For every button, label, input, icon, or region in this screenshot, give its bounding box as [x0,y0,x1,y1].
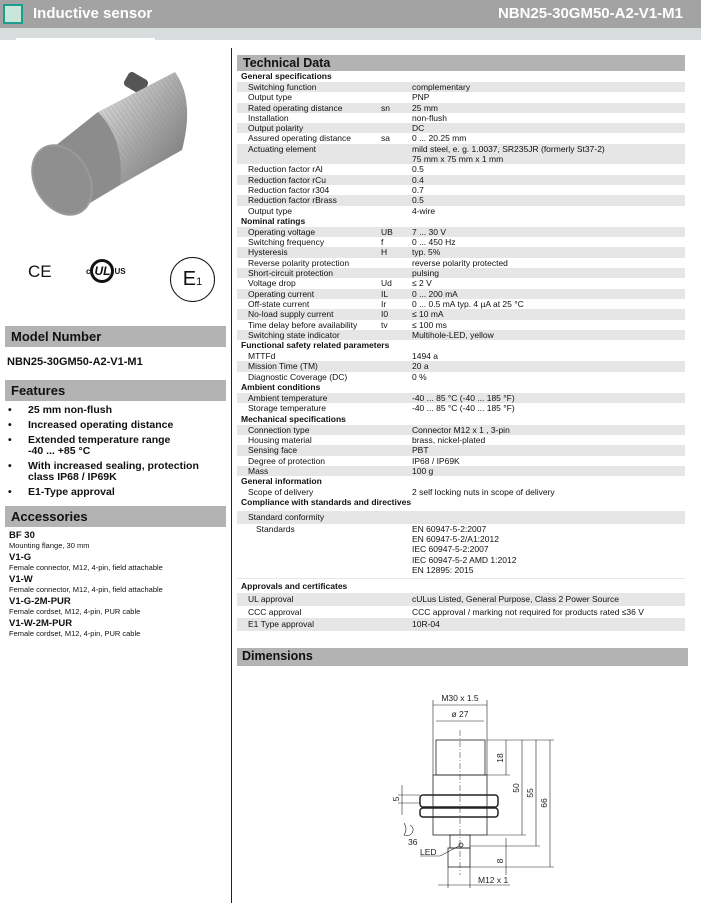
spec-label: Operating voltage [248,226,316,237]
spec-value: 1494 a [412,351,438,362]
spec-row [237,393,685,403]
approvals-heading: Approvals and certificates [241,581,348,592]
standard-item: IEC 60947-5-2:2007 [412,544,489,555]
spec-symbol [381,164,412,174]
spec-value: Multihole-LED, yellow [412,329,494,340]
spec-label: Switching frequency [248,237,325,248]
spec-row [237,154,685,164]
dimension-drawing [370,680,590,900]
spec-symbol [381,445,412,455]
spec-value: -40 ... 85 °C (-40 ... 185 °F) [412,393,515,404]
accessory-description: Female cordset, M12, 4-pin, PUR cable [9,607,141,616]
spec-group-heading: General information [241,476,322,487]
spec-value: PBT [412,445,429,456]
spec-group-heading: Nominal ratings [241,215,306,226]
ce-mark-text: CE [28,262,52,281]
spec-label: Assured operating distance [248,133,352,144]
technical-data-section [237,55,685,631]
model-number-value: NBN25-30GM50-A2-V1-M1 [7,356,143,368]
spec-symbol: H [381,247,388,258]
spec-value: 4-wire [412,205,436,216]
spec-group-heading: Functional safety related parameters [241,340,390,351]
spec-value: mild steel, e. g. 1.0037, SR235JR (formerly St37-2) [412,143,605,154]
spec-row [237,123,685,133]
connector-thread-label: M12 x 1 [478,875,509,885]
spec-symbol [381,82,412,92]
standard-item: IEC 60947-5-2 AMD 1:2012 [412,554,517,565]
approval-row [237,618,685,631]
spec-row [237,206,685,216]
accessory-name[interactable]: V1-W-2M-PUR [9,618,73,629]
spec-symbol: f [381,237,384,248]
header-band [0,28,701,40]
spec-label: Voltage drop [248,278,296,289]
spec-row [237,320,685,330]
spec-label: Mission Time (TM) [248,361,318,372]
approvals-list [237,593,685,631]
spec-row [237,330,685,340]
spec-label: Degree of protection [248,455,326,466]
feature-item: • With increased sealing, protection class IP68 / IP69K [8,461,213,483]
spec-row [237,466,685,476]
spec-row [237,247,685,257]
spec-value: -40 ... 85 °C (-40 ... 185 °F) [412,403,515,414]
spec-label: Hysteresis [248,247,288,258]
spec-label: Diagnostic Coverage (DC) [248,371,348,382]
spec-row [237,195,685,205]
diameter-dimension-label: ø 27 [451,709,469,719]
feature-item: • 25 mm non-flush [8,405,226,416]
spec-label: Output type [248,92,292,103]
accessory-name[interactable]: V1-G-2M-PUR [9,596,71,607]
spec-symbol [381,175,412,185]
e1-approval-logo [170,257,215,302]
spec-label: Actuating element [248,143,317,154]
spec-label: Sensing face [248,445,298,456]
thread-dimension-label: M30 x 1.5 [441,693,479,703]
spec-symbol [381,195,412,205]
standard-item: EN 12895: 2015 [412,565,474,576]
spec-row [237,361,685,371]
spec-value: 0 ... 0.5 mA typ. 4 µA at 25 °C [412,298,524,309]
spec-symbol [381,351,412,361]
spec-row [237,237,685,247]
spec-symbol: Ir [381,298,387,309]
ul-c-text: c [86,266,91,276]
approval-label: CCC approval [248,606,302,617]
spec-symbol [381,487,412,497]
spec-symbol [381,123,412,133]
spec-symbol: tv [381,319,388,330]
spec-symbol [381,456,412,466]
spec-row [237,144,685,154]
spec-label: Reduction factor rBrass [248,195,337,206]
spec-label: MTTFd [248,351,276,362]
led-label: LED [420,847,437,857]
header-bar [0,0,701,28]
spec-symbol [381,144,412,154]
spec-value: typ. 5% [412,247,441,258]
spec-label: Reduction factor rCu [248,174,326,185]
feature-item: • E1-Type approval [8,487,226,498]
accessory-name[interactable]: BF 30 [9,530,35,541]
spec-value: 20 a [412,361,429,372]
spec-symbol [381,92,412,102]
spec-label: Reduction factor r304 [248,184,330,195]
spec-value: 100 g [412,465,434,476]
spec-value: 0.5 [412,164,424,175]
left-panel [5,326,226,640]
spec-symbol: Ud [381,278,392,289]
spec-symbol [381,425,412,435]
spec-value: 7 ... 30 V [412,226,447,237]
features-list [8,405,226,498]
model-number-heading: Model Number [5,326,226,347]
spec-value: 0 ... 20.25 mm [412,133,467,144]
spec-value: non-flush [412,112,447,123]
e1-letter: E [182,268,197,290]
spec-value: complementary [412,82,471,92]
spec-value: reverse polarity protected [412,257,508,268]
spec-row [237,268,685,278]
spec-label: Operating current [248,288,315,299]
standard-item: EN 60947-5-2:2007 [412,523,487,534]
spec-label: Storage temperature [248,403,326,414]
spec-symbol [381,466,412,476]
accessory-description: Female connector, M12, 4-pin, field attachable [9,585,163,594]
spec-value: ≤ 10 mA [412,309,444,320]
technical-data-heading: Technical Data [237,55,685,71]
approval-label: UL approval [248,594,294,605]
spec-row [237,133,685,143]
accessories-list [9,530,226,638]
spec-symbol [381,330,412,340]
spec-symbol [381,258,412,268]
brand-square-icon [3,4,23,24]
spec-value: PNP [412,92,430,103]
spec-symbol [381,185,412,195]
spec-row [237,456,685,466]
spec-value: 0 ... 200 mA [412,288,458,299]
ul-text: UL [90,259,114,283]
spec-symbol: sa [381,133,390,144]
spec-value: 25 mm [412,102,438,113]
spec-label: Ambient temperature [248,393,328,404]
spec-label: Time delay before availability [248,319,358,330]
standard-conformity-row [237,511,685,524]
product-model-title: NBN25-30GM50-A2-V1-M1 [497,5,683,22]
spec-row [237,445,685,455]
dimension-55-label: 55 [525,788,535,798]
row-label: Standard conformity [248,512,325,523]
spec-value: 0 % [412,371,427,382]
spec-value: ≤ 100 ms [412,319,447,330]
dimension-18-label: 18 [495,753,505,763]
spec-row [237,372,685,382]
spec-symbol: UB [381,226,393,237]
spec-row [237,175,685,185]
spec-row [237,425,685,435]
spec-group-heading: Ambient conditions [241,382,321,393]
spec-symbol [381,113,412,123]
spec-label: Housing material [248,434,312,445]
spec-label: Reverse polarity protection [248,257,350,268]
spec-symbol [381,361,412,371]
accessories-heading: Accessories [5,506,226,527]
dimension-8-label: 8 [495,858,505,864]
standard-item: EN 60947-5-2/A1:2012 [412,534,499,545]
spec-symbol: IL [381,288,389,299]
spec-value: 0.5 [412,195,424,206]
accessory-description: Mounting flange, 30 mm [9,541,90,550]
wrench-icon [404,823,413,836]
column-divider [231,48,232,903]
spec-row [237,487,685,497]
spec-row [237,299,685,309]
approval-row [237,606,685,619]
spec-symbol [381,154,412,164]
spec-row [237,435,685,445]
spec-row [237,227,685,237]
spec-label: Short-circuit protection [248,268,334,279]
spec-row [237,164,685,174]
spec-symbol [381,403,412,413]
product-category-title: Inductive sensor [33,5,153,22]
spec-group-heading: Mechanical specifications [241,413,346,424]
spec-group-heading: General specifications [241,71,332,81]
spec-label: Switching state indicator [248,329,340,340]
spec-row [237,92,685,102]
approval-value: 10R-04 [412,619,440,630]
spec-row [237,289,685,299]
spec-row [237,278,685,288]
spec-value: 75 mm x 75 mm x 1 mm [412,154,504,165]
spec-groups [237,71,685,497]
culus-logo [86,259,126,283]
feature-item: • Increased operating distance [8,420,226,431]
spec-row [237,309,685,319]
spec-row [237,258,685,268]
spec-value: brass, nickel-plated [412,434,486,445]
spec-label: Switching function [248,82,317,92]
spec-value: 0 ... 450 Hz [412,237,456,248]
spec-value: pulsing [412,268,439,279]
standards-block [237,524,685,579]
dimensions-heading: Dimensions [237,648,688,666]
standards-list [412,524,516,575]
spec-label: Scope of delivery [248,487,314,498]
spec-label: Mass [248,465,269,476]
accessory-description: Female connector, M12, 4-pin, field attachable [9,563,163,572]
spec-symbol [381,372,412,382]
spec-symbol: I0 [381,309,389,320]
spec-row [237,185,685,195]
spec-row [237,351,685,361]
dimension-5-label: 5 [391,796,401,802]
spec-label: Rated operating distance [248,102,343,113]
spec-value: 0.4 [412,174,424,185]
spec-value: ≤ 2 V [412,278,432,289]
accessory-name[interactable]: V1-W [9,574,33,585]
spec-value: DC [412,123,425,134]
dimension-50-label: 50 [511,783,521,793]
approval-value: CCC approval / marking not required for products rated ≤36 V [412,606,644,617]
spec-value: Connector M12 x 1 , 3-pin [412,424,510,435]
spec-row [237,113,685,123]
approval-value: cULus Listed, General Purpose, Class 2 Power Source [412,594,619,605]
spec-row [237,403,685,413]
spec-symbol [381,435,412,445]
spec-label: Off-state current [248,298,310,309]
spec-value: 2 self locking nuts in scope of delivery [412,487,555,498]
spec-label: Output polarity [248,123,304,134]
approval-row [237,593,685,606]
e1-number: 1 [196,276,203,288]
spec-value: 0.7 [412,184,424,195]
spec-label: Output type [248,205,292,216]
spec-symbol [381,268,412,278]
wrench-size-label: 36 [408,837,418,847]
compliance-heading: Compliance with standards and directives [241,497,412,508]
approval-label: E1 Type approval [248,619,314,630]
spec-row [237,82,685,92]
standards-label: Standards [256,523,295,534]
spec-row [237,103,685,113]
spec-label: Installation [248,112,289,123]
feature-item: • Extended temperature range -40 ... +85 °C [8,435,188,457]
ul-us-text: US [114,266,126,276]
spec-label: No-load supply current [248,309,334,320]
spec-symbol [381,393,412,403]
spec-label [237,154,381,164]
sensor-product-image [20,60,210,230]
spec-label: Connection type [248,424,310,435]
accessory-name[interactable]: V1-G [9,552,32,563]
spec-value: IP68 / IP69K [412,455,460,466]
features-heading: Features [5,380,226,401]
dimension-66-label: 66 [539,798,549,808]
spec-symbol [381,206,412,216]
spec-label: Reduction factor rAl [248,164,323,175]
ce-mark-logo [28,262,52,282]
spec-symbol: sn [381,102,390,113]
accessory-description: Female cordset, M12, 4-pin, PUR cable [9,629,141,638]
